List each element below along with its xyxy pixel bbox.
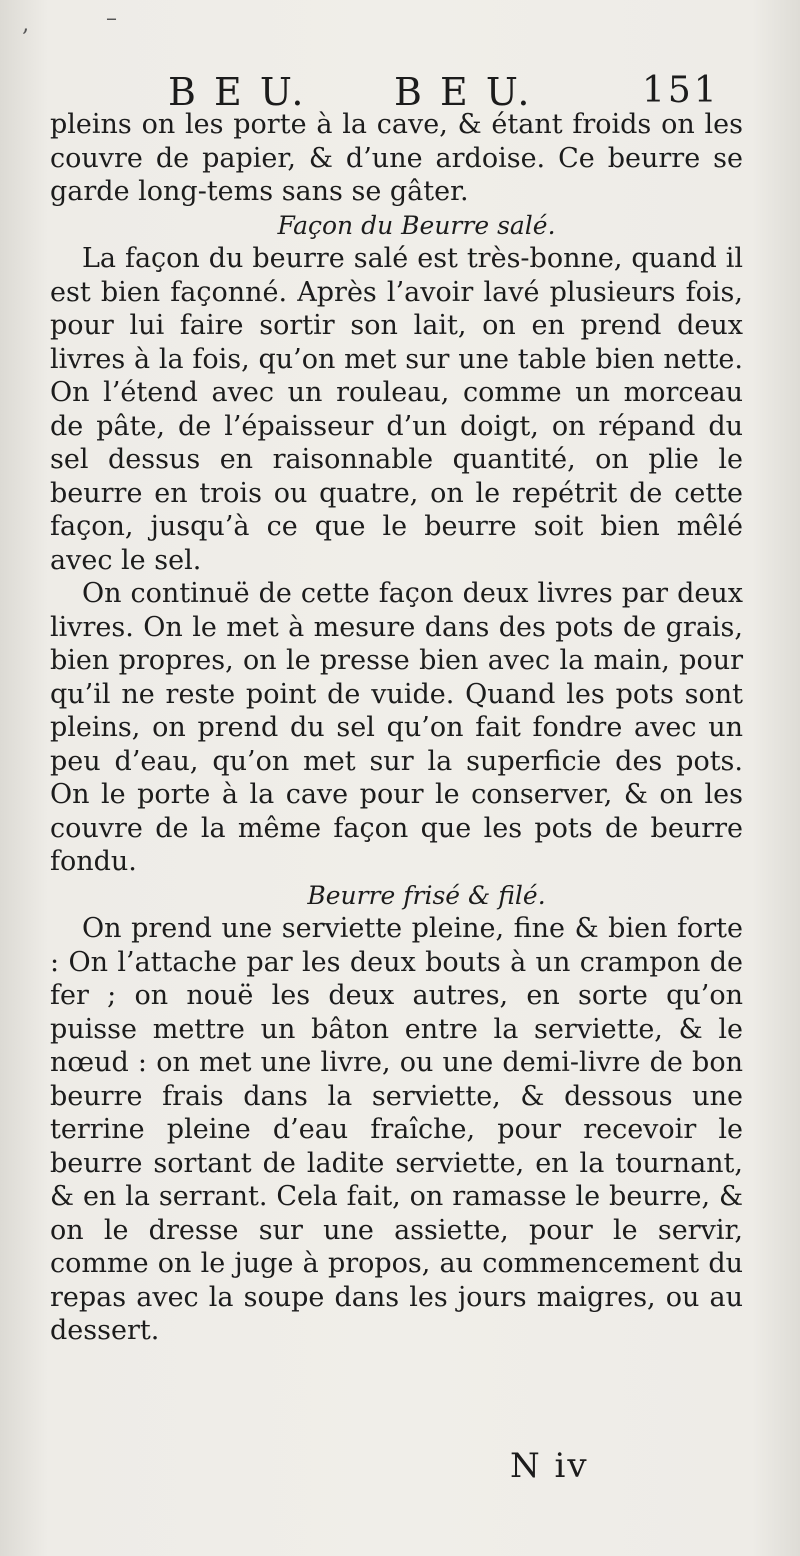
paragraph-continuation-2: On continuë de cette façon deux livres par deux livres. On le met à mesure dans des pots de grais, bien propres, on le presse bien avec la main, pour qu’il ne reste point de vuide. Quand les pots sont pleins, on prend du sel qu’on fait fondre avec un peu d’eau, qu’on met sur la superficie des pots. On le porte à la cave pour le conserver, & on les couvre de la même façon que les pots de beurre fondu. xyxy=(50,578,743,877)
body-text xyxy=(50,108,743,1348)
paragraph-beurre-sale: La façon du beurre salé est très-bonne, quand il est bien façonné. Après l’avoir lavé plusieurs fois, pour lui faire sortir son lait, on en prend deux livres à la fois, qu’on met sur une table bien nette. On l’étend avec un rouleau, comme un morceau de pâte, de l’épaisseur d’un doigt, on répand du sel dessus en raisonnable quantité, on plie le beurre en trois ou quatre, on le repétrit de cette façon, jusqu’à ce que le beurre soit bien mêlé avec le sel. xyxy=(50,243,743,576)
top-dash: – xyxy=(106,6,117,31)
section-title-beurre-sale: Façon du Beurre salé. xyxy=(277,210,556,240)
paragraph-continuation: pleins on les porte à la cave, & étant froids on les couvre de papier, & d’une ardoise. Ce beurre se garde long-tems sans se gâter. xyxy=(50,109,743,207)
header-left: B E U. xyxy=(168,70,307,114)
section-title-beurre-frise: Beurre frisé & filé. xyxy=(307,880,546,910)
paragraph-beurre-frise: On prend une serviette pleine, fine & bien forte : On l’attache par les deux bouts à un crampon de fer ; on nouë les deux autres, en sorte qu’on puisse mettre un bâton entre la serviette, & le nœud : on met une livre, ou une demi-livre de bon beurre frais dans la serviette, & dessous une terrine pleine d’eau fraîche, pour recevoir le beurre sortant de ladite serviette, en la tournant, & en la serrant. Cela fait, on ramasse le beurre, & on le dresse sur une assiette, pour le servir, comme on le juge à propos, au commencement du repas avec la soupe dans les jours maigres, ou au dessert. xyxy=(50,913,743,1346)
signature-mark: N iv xyxy=(510,1446,589,1486)
corner-mark: ‚ xyxy=(22,12,29,37)
header-right: B E U. xyxy=(394,70,533,114)
page-number: 151 xyxy=(642,70,720,111)
